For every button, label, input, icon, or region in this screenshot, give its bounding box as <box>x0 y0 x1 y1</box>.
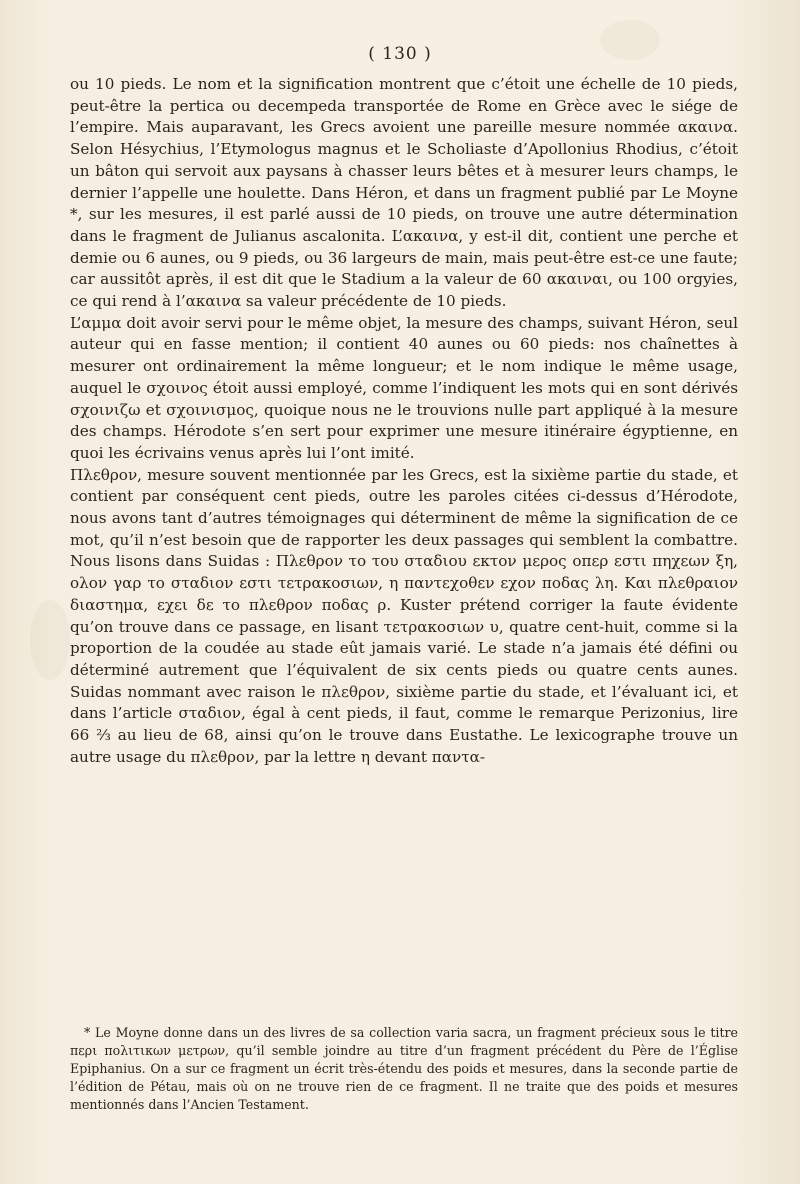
paragraph-1: ou 10 pieds. Le nom et la signification montrent que c’étoit une échelle de 10 pieds, peut-être la pertica ou decempeda transportée de Rome en Grèce avec le siége de l’empire. Mais auparavant, les Grecs avoient une pareille mesure nommée ακαινα. Selon Hésychius, l’Etymologus magnus et le Scholiaste d’Apollonius Rhodius, c’étoit un bâton qui servoit aux paysans à chasser leurs bêtes et à mesurer leurs champs, le dernier l’appelle une houlette. Dans Héron, et dans un fragment publié par Le Moyne *, sur les mesures, il est parlé aussi de 10 pieds, on trouve une autre détermination dans le fragment de Julianus ascalonita. L’ακαινα, y est-il dit, contient une perche et demie ou 6 aunes, ou 9 pieds, ou 36 largeurs de main, mais peut-être est-ce une faute; car aussitôt après, il est dit que le Stadium a la valeur de 60 ακαιναι, ou 100 orgyies, ce qui rend à l’ακαινα sa valeur précédente de 10 pieds. <box>70 75 739 311</box>
paragraph-2: L’αμμα doit avoir servi pour le même objet, la mesure des champs, suivant Héron, seul auteur qui en fasse mention; il contient 40 aunes ou 60 pieds: nos chaînettes à mesurer ont ordinairement la même longueur; et le nom indique le même usage, auquel le σχοινος étoit aussi employé, comme l’indiquent les mots qui en sont dérivés σχοινιζω et σχοινισμος, quoique nous ne le trouvions nulle part appliqué à la mesure des champs. Hérodote s’en sert pour exprimer une mesure itinéraire égyptienne, en quoi les écrivains venus après lui l’ont imité. <box>70 313 738 462</box>
page-number: ( 130 ) <box>368 44 432 64</box>
footnote-text: * Le Moyne donne dans un des livres de sa collection varia sacra, un fragment précieux sous le titre περι πολιτικων μετρων, qu’il semble joindre au titre d’un fragment précédent du Père de l’Église Epiphanius. On a sur ce fragment un écrit très-étendu des poids et mesures, dans la seconde partie de l’édition de Pétau, mais où on ne trouve rien de ce fragment. Il ne traite que des poids et mesures mentionnés dans l’Ancien Testament. <box>70 1025 738 1112</box>
footnote <box>70 1024 738 1114</box>
body-text <box>70 74 738 769</box>
paragraph-3: Πλεθρον, mesure souvent mentionnée par les Grecs, est la sixième partie du stade, et contient par conséquent cent pieds, outre les paroles citées ci-dessus d’Hérodote, nous avons tant d’autres témoignages qui déterminent de même la signification de ce mot, qu’il n’est besoin que de rapporter les deux passages qui semblent la combattre. Nous lisons dans Suidas : Πλεθρον το του σταδιου εκτον μερος οπερ εστι πηχεων ξη, ολον γαρ το σταδιον εστι τετρακοσιων, η παντεχοθεν εχον ποδας λη. Και πλεθραιον διαστημα, εχει δε το πλεθρον ποδας ρ. Kuster prétend corriger la faute évidente qu’on trouve dans ce passage, en lisant τετρακοσιων υ, quatre cent-huit, comme si la proportion de la coudée au stade eût jamais varié. Le stade n’a jamais été défini ou déterminé autrement que l’équivalent de six cents pieds ou quatre cents aunes. Suidas nommant avec raison le πλεθρον, sixième partie du stade, et l’évaluant ici, et dans l’article σταδιον, égal à cent pieds, il faut, comme le remarque Perizonius, lire 66 ⅔ au lieu de 68, ainsi qu’on le trouve dans Eustathe. Le lexicographe trouve un autre usage du πλεθρον, par la lettre η devant παντα- <box>70 465 738 766</box>
